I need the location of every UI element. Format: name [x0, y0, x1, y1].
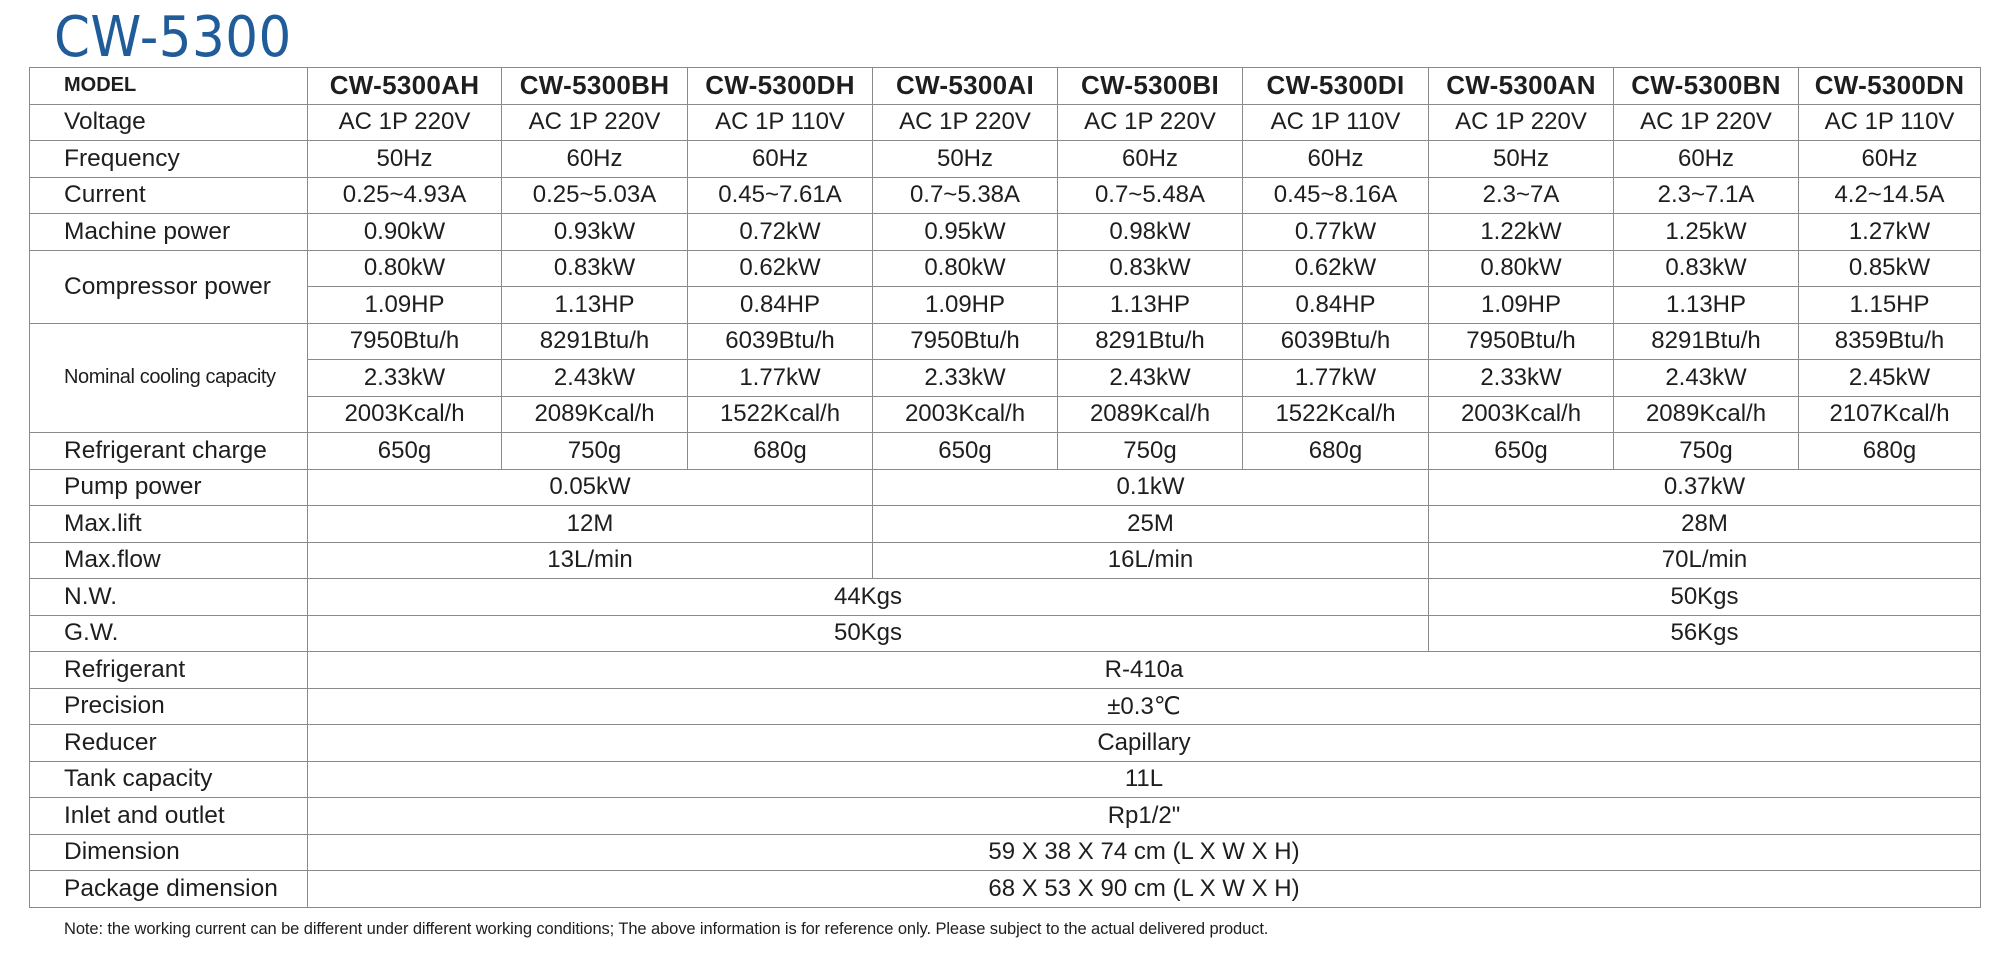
spec-value: 2.43kW — [1614, 360, 1799, 397]
spec-value: 0.45~8.16A — [1243, 177, 1429, 214]
spec-value: 7950Btu/h — [873, 323, 1058, 360]
spec-value: Rp1/2" — [308, 798, 1981, 835]
spec-value: 0.37kW — [1429, 469, 1981, 506]
spec-value: 0.95kW — [873, 214, 1058, 251]
spec-value: 50Kgs — [1429, 579, 1981, 616]
gross-weight-row — [30, 615, 1981, 652]
spec-value: ±0.3℃ — [308, 688, 1981, 725]
spec-value: 1.13HP — [502, 287, 688, 324]
reducer-row — [30, 725, 1981, 762]
row-label: Refrigerant charge — [30, 433, 308, 470]
model-name: CW-5300DH — [688, 68, 873, 105]
spec-value: 8359Btu/h — [1799, 323, 1981, 360]
row-label: Tank capacity — [30, 761, 308, 798]
spec-value: 1522Kcal/h — [1243, 396, 1429, 433]
spec-value: 0.80kW — [308, 250, 502, 287]
spec-value: 2.45kW — [1799, 360, 1981, 397]
spec-value: 13L/min — [308, 542, 873, 579]
spec-value: 2.33kW — [308, 360, 502, 397]
spec-value: 0.62kW — [688, 250, 873, 287]
spec-value: 750g — [1058, 433, 1243, 470]
spec-value: 750g — [1614, 433, 1799, 470]
spec-value: 2107Kcal/h — [1799, 396, 1981, 433]
spec-value: 0.80kW — [873, 250, 1058, 287]
spec-value: 0.83kW — [502, 250, 688, 287]
pump-power-row — [30, 469, 1981, 506]
spec-value: 0.77kW — [1243, 214, 1429, 251]
spec-value: 750g — [502, 433, 688, 470]
footnote: Note: the working current can be different under different working conditions; The above information is for reference only. Please subject to the actual delivered product. — [64, 920, 1269, 938]
spec-value: 1.09HP — [1429, 287, 1614, 324]
spec-value: AC 1P 220V — [308, 104, 502, 141]
spec-value: 0.05kW — [308, 469, 873, 506]
spec-value: 11L — [308, 761, 1981, 798]
spec-value: AC 1P 110V — [1243, 104, 1429, 141]
spec-value: 50Kgs — [308, 615, 1429, 652]
spec-value: 60Hz — [1799, 141, 1981, 178]
frequency-row — [30, 141, 1981, 178]
machine-power-row — [30, 214, 1981, 251]
spec-value: 60Hz — [1614, 141, 1799, 178]
spec-value: 2.33kW — [1429, 360, 1614, 397]
row-label: Current — [30, 177, 308, 214]
spec-value: 1.13HP — [1614, 287, 1799, 324]
spec-value: 60Hz — [688, 141, 873, 178]
spec-value: 2089Kcal/h — [1058, 396, 1243, 433]
spec-value: 0.45~7.61A — [688, 177, 873, 214]
spec-value: 2.43kW — [1058, 360, 1243, 397]
spec-value: 680g — [688, 433, 873, 470]
voltage-row — [30, 104, 1981, 141]
row-label: Package dimension — [30, 871, 308, 908]
spec-value: AC 1P 220V — [1429, 104, 1614, 141]
model-name: CW-5300BH — [502, 68, 688, 105]
inlet-outlet-row — [30, 798, 1981, 835]
spec-value: 0.83kW — [1058, 250, 1243, 287]
spec-value: AC 1P 220V — [1614, 104, 1799, 141]
spec-value: Capillary — [308, 725, 1981, 762]
current-row — [30, 177, 1981, 214]
refrigerant-row — [30, 652, 1981, 689]
model-row — [30, 68, 1981, 105]
spec-value: 8291Btu/h — [1058, 323, 1243, 360]
spec-value: 2003Kcal/h — [1429, 396, 1614, 433]
model-name: CW-5300BN — [1614, 68, 1799, 105]
spec-value: R-410a — [308, 652, 1981, 689]
spec-value: 0.93kW — [502, 214, 688, 251]
model-name: CW-5300AN — [1429, 68, 1614, 105]
spec-value: 0.83kW — [1614, 250, 1799, 287]
spec-value: 7950Btu/h — [308, 323, 502, 360]
row-label: Refrigerant — [30, 652, 308, 689]
spec-value: 1.77kW — [688, 360, 873, 397]
spec-value: 25M — [873, 506, 1429, 543]
spec-value: 650g — [308, 433, 502, 470]
spec-value: AC 1P 220V — [1058, 104, 1243, 141]
spec-value: 50Hz — [308, 141, 502, 178]
spec-value: 28M — [1429, 506, 1981, 543]
spec-value: 0.7~5.38A — [873, 177, 1058, 214]
spec-value: 7950Btu/h — [1429, 323, 1614, 360]
spec-value: 0.90kW — [308, 214, 502, 251]
spec-value: 2089Kcal/h — [502, 396, 688, 433]
refrigerant-charge-row — [30, 433, 1981, 470]
spec-value: 2003Kcal/h — [873, 396, 1058, 433]
spec-value: 1.77kW — [1243, 360, 1429, 397]
max-flow-row — [30, 542, 1981, 579]
row-label: Nominal cooling capacity — [30, 323, 308, 433]
spec-value: 1.27kW — [1799, 214, 1981, 251]
spec-value: 4.2~14.5A — [1799, 177, 1981, 214]
spec-value: 70L/min — [1429, 542, 1981, 579]
spec-value: 44Kgs — [308, 579, 1429, 616]
tank-capacity-row — [30, 761, 1981, 798]
precision-row — [30, 688, 1981, 725]
row-label: Precision — [30, 688, 308, 725]
spec-value: 0.25~5.03A — [502, 177, 688, 214]
model-name: CW-5300DI — [1243, 68, 1429, 105]
row-label: Machine power — [30, 214, 308, 251]
page-title: CW-5300 — [54, 5, 292, 70]
spec-value: 0.7~5.48A — [1058, 177, 1243, 214]
spec-value: 2.33kW — [873, 360, 1058, 397]
row-label: Voltage — [30, 104, 308, 141]
spec-value: 1.15HP — [1799, 287, 1981, 324]
model-name: CW-5300BI — [1058, 68, 1243, 105]
row-label: Reducer — [30, 725, 308, 762]
spec-value: 2003Kcal/h — [308, 396, 502, 433]
row-label: Pump power — [30, 469, 308, 506]
net-weight-row — [30, 579, 1981, 616]
cooling-capacity-btu-row — [30, 323, 1981, 360]
max-lift-row — [30, 506, 1981, 543]
spec-value: 60Hz — [1058, 141, 1243, 178]
row-label: Max.lift — [30, 506, 308, 543]
row-label: Inlet and outlet — [30, 798, 308, 835]
spec-value: 0.84HP — [1243, 287, 1429, 324]
spec-value: 0.85kW — [1799, 250, 1981, 287]
row-label: G.W. — [30, 615, 308, 652]
compressor-power-kw-row — [30, 250, 1981, 287]
spec-value: 12M — [308, 506, 873, 543]
spec-value: 0.25~4.93A — [308, 177, 502, 214]
spec-value: AC 1P 110V — [688, 104, 873, 141]
spec-value: 650g — [1429, 433, 1614, 470]
spec-value: 60Hz — [1243, 141, 1429, 178]
spec-value: 8291Btu/h — [502, 323, 688, 360]
package-dimension-row — [30, 871, 1981, 908]
cooling-capacity-kcal-row — [30, 396, 1981, 433]
spec-value: 0.98kW — [1058, 214, 1243, 251]
spec-value: 1.13HP — [1058, 287, 1243, 324]
spec-value: AC 1P 220V — [502, 104, 688, 141]
spec-value: 1.25kW — [1614, 214, 1799, 251]
spec-value: 59 X 38 X 74 cm (L X W X H) — [308, 834, 1981, 871]
spec-value: 1.22kW — [1429, 214, 1614, 251]
spec-value: 16L/min — [873, 542, 1429, 579]
row-label: N.W. — [30, 579, 308, 616]
compressor-power-hp-row — [30, 287, 1981, 324]
row-label: Max.flow — [30, 542, 308, 579]
spec-value: 68 X 53 X 90 cm (L X W X H) — [308, 871, 1981, 908]
header-label: MODEL — [30, 68, 308, 105]
spec-value: 60Hz — [502, 141, 688, 178]
spec-value: 1.09HP — [873, 287, 1058, 324]
dimension-row — [30, 834, 1981, 871]
row-label: Compressor power — [30, 250, 308, 323]
model-name: CW-5300AI — [873, 68, 1058, 105]
spec-value: 0.84HP — [688, 287, 873, 324]
spec-value: 2.3~7A — [1429, 177, 1614, 214]
spec-value: 680g — [1243, 433, 1429, 470]
spec-value: 650g — [873, 433, 1058, 470]
spec-value: 56Kgs — [1429, 615, 1981, 652]
row-label: Dimension — [30, 834, 308, 871]
spec-value: AC 1P 220V — [873, 104, 1058, 141]
spec-value: 6039Btu/h — [1243, 323, 1429, 360]
spec-value: 680g — [1799, 433, 1981, 470]
spec-value: 50Hz — [873, 141, 1058, 178]
spec-value: 0.1kW — [873, 469, 1429, 506]
spec-value: 1522Kcal/h — [688, 396, 873, 433]
spec-value: 0.72kW — [688, 214, 873, 251]
spec-value: 0.62kW — [1243, 250, 1429, 287]
spec-value: 2.3~7.1A — [1614, 177, 1799, 214]
spec-value: 50Hz — [1429, 141, 1614, 178]
spec-table — [29, 67, 1981, 908]
spec-value: 0.80kW — [1429, 250, 1614, 287]
cooling-capacity-kw-row — [30, 360, 1981, 397]
spec-value: 2.43kW — [502, 360, 688, 397]
row-label: Frequency — [30, 141, 308, 178]
model-name: CW-5300AH — [308, 68, 502, 105]
model-name: CW-5300DN — [1799, 68, 1981, 105]
spec-value: 2089Kcal/h — [1614, 396, 1799, 433]
spec-value: 1.09HP — [308, 287, 502, 324]
spec-value: 8291Btu/h — [1614, 323, 1799, 360]
spec-value: AC 1P 110V — [1799, 104, 1981, 141]
spec-value: 6039Btu/h — [688, 323, 873, 360]
